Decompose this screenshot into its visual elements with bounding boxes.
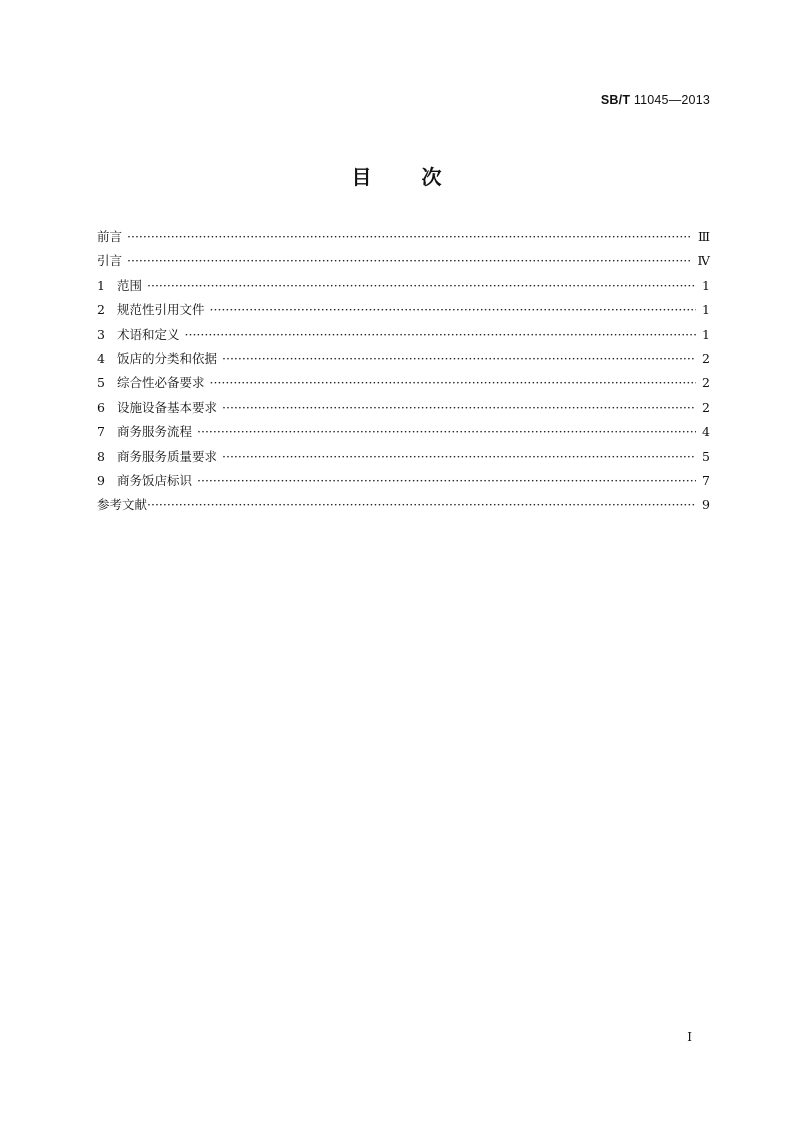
toc-page: 2 [702, 399, 710, 415]
standard-prefix: SB/T [600, 93, 631, 107]
toc-leader-dots [127, 251, 691, 271]
page-title [0, 161, 793, 190]
toc-number: 3 [97, 326, 105, 342]
toc-page: 1 [702, 302, 710, 318]
toc-page: Ⅳ [697, 253, 710, 269]
toc-entry-2[interactable] [97, 300, 710, 324]
table-of-contents [97, 227, 710, 520]
toc-number: 4 [97, 350, 105, 366]
toc-entry-7[interactable] [97, 422, 710, 446]
standard-code [601, 93, 710, 107]
toc-leader-dots [222, 398, 696, 418]
toc-leader-dots [127, 227, 692, 247]
title-char-2: 次 [421, 165, 442, 189]
toc-leader-dots [197, 422, 696, 442]
toc-leader-dots [197, 471, 696, 491]
toc-entry-9[interactable] [97, 471, 710, 495]
toc-page: Ⅲ [697, 229, 710, 244]
toc-label: 综合性必备要求 [117, 375, 205, 391]
toc-page: 7 [702, 472, 710, 488]
toc-leader-dots [210, 300, 696, 320]
toc-leader-dots [147, 276, 696, 296]
toc-number: 7 [97, 424, 105, 440]
title-char-1: 目 [351, 165, 372, 189]
toc-label: 商务服务质量要求 [117, 448, 218, 464]
toc-entry-4[interactable] [97, 349, 710, 373]
toc-number: 1 [97, 277, 105, 293]
toc-number: 5 [97, 375, 105, 391]
toc-page: 5 [702, 448, 710, 464]
toc-leader-dots [147, 495, 696, 515]
toc-page: 2 [702, 375, 710, 391]
toc-label: 术语和定义 [117, 326, 180, 342]
toc-number: 8 [97, 448, 105, 464]
toc-page: 1 [702, 277, 710, 293]
toc-label: 饭店的分类和依据 [117, 350, 218, 366]
toc-leader-dots [210, 373, 696, 393]
toc-leader-dots [185, 325, 696, 345]
toc-label: 范围 [117, 277, 143, 293]
toc-label: 商务服务流程 [117, 424, 193, 440]
toc-label: 商务饭店标识 [117, 472, 193, 488]
toc-page: 2 [702, 350, 710, 366]
toc-entry-introduction[interactable] [97, 251, 710, 275]
standard-number: 11045—2013 [633, 93, 710, 107]
toc-page: 1 [702, 326, 710, 342]
toc-label: 引言 [97, 253, 123, 269]
toc-entry-5[interactable] [97, 373, 710, 397]
toc-label: 规范性引用文件 [117, 302, 205, 318]
toc-entry-bibliography[interactable] [97, 495, 710, 519]
toc-leader-dots [222, 447, 696, 467]
toc-entry-8[interactable] [97, 447, 710, 471]
toc-entry-6[interactable] [97, 398, 710, 422]
toc-number: 9 [97, 472, 105, 488]
toc-entry-3[interactable] [97, 325, 710, 349]
toc-number: 6 [97, 399, 105, 415]
toc-leader-dots [222, 349, 696, 369]
toc-entry-1[interactable] [97, 276, 710, 300]
toc-page: 9 [702, 497, 710, 513]
page-number: I [687, 1030, 692, 1044]
toc-label: 参考文献 [97, 497, 148, 513]
toc-label: 前言 [97, 229, 123, 244]
toc-label: 设施设备基本要求 [117, 399, 218, 415]
toc-number: 2 [97, 302, 105, 318]
toc-page: 4 [702, 424, 710, 440]
toc-entry-foreword[interactable] [97, 227, 710, 251]
